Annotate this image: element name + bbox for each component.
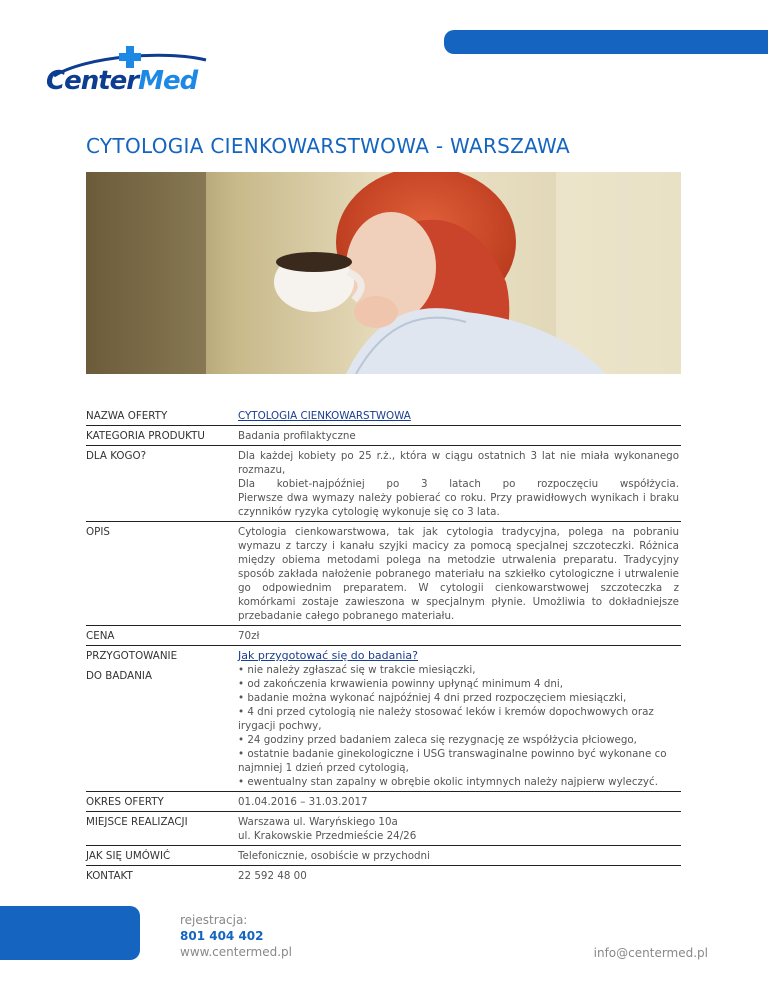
list-item: • badanie można wykonać najpóźniej 4 dni przed rozpoczęciem miesiączki, xyxy=(238,692,627,704)
value-dla-kogo-1: Dla każdej kobiety po 25 r.ż., która w ciągu ostatnich 3 lat nie miała wykonanego rozmazu, xyxy=(238,450,679,476)
list-item: • 4 dni przed cytologią nie należy stosować leków i kremów dopochwowych oraz irygacji pochwy, xyxy=(238,706,654,732)
value-miejsce-1: Warszawa ul. Waryńskiego 10a xyxy=(238,816,398,828)
label-miejsce: MIEJSCE REALIZACJI xyxy=(86,812,228,846)
label-okres: OKRES OFERTY xyxy=(86,792,228,812)
value-miejsce-2: ul. Krakowskie Przedmieście 24/26 xyxy=(238,830,417,842)
footer-accent-bar xyxy=(0,906,140,960)
registration-label: rejestracja: xyxy=(180,913,248,927)
label-umowic: JAK SIĘ UMÓWIĆ xyxy=(86,846,228,866)
logo-text-center: Center xyxy=(46,66,139,96)
woman-drinking-coffee-image xyxy=(86,172,681,374)
offer-name-link[interactable]: CYTOLOGIA CIENKOWARSTWOWA xyxy=(238,410,411,422)
registration-phone[interactable]: 801 404 402 xyxy=(180,929,264,943)
row-umowic xyxy=(86,846,681,866)
row-kategoria xyxy=(86,426,681,446)
list-item: • 24 godziny przed badaniem zaleca się rezygnację ze współżycia płciowego, xyxy=(238,734,637,746)
offer-details-table xyxy=(86,406,681,885)
row-przygotowanie xyxy=(86,646,681,792)
hero-photo xyxy=(86,172,681,374)
label-opis: OPIS xyxy=(86,522,228,626)
label-dla-kogo: DLA KOGO? xyxy=(86,446,228,522)
label-przygotowanie-2: DO BADANIA xyxy=(86,670,152,682)
label-kategoria: KATEGORIA PRODUKTU xyxy=(86,426,228,446)
value-dla-kogo-2: Dla kobiet-najpóźniej po 3 latach po rozpoczęciu współżycia. xyxy=(238,478,679,490)
value-dla-kogo-3: Pierwsze dwa wymazy należy pobierać co roku. Przy prawidłowych wynikach i braku czynników ryzyka cytologię wykonuje się co 3 lata. xyxy=(238,492,679,518)
list-item: • nie należy zgłaszać się w trakcie miesiączki, xyxy=(238,664,476,676)
value-opis: Cytologia cienkowarstwowa, tak jak cytologia tradycyjna, polega na pobraniu wymazu z tarczy i kanału szyjki macicy za pomocą specjalnej szczoteczki. Różnica między obiema metodami polega na metodzie utrwalenia preparatu. Tradycyjny sposób zakłada nałożenie pobranego materiału na szkiełko cytologiczne i utrwalenie go odpowiednim preparatem. W cytologii cienkowarstwowej szczoteczka z komórkami zostaje zawieszona w specjalnym płynie. Umożliwia to dokładniejsze przebadanie całego pobranego materiału. xyxy=(228,522,681,626)
logo-text-med: Med xyxy=(138,66,198,96)
label-kontakt: KONTAKT xyxy=(86,870,133,882)
row-cena xyxy=(86,626,681,646)
label-przygotowanie-1: PRZYGOTOWANIE xyxy=(86,650,178,662)
label-cena: CENA xyxy=(86,626,228,646)
list-item: • ostatnie badanie ginekologiczne i USG transwaginalne powinno być wykonane co najmniej 1 dzień przed cytologią, xyxy=(238,748,667,774)
value-umowic: Telefonicznie, osobiście w przychodni xyxy=(228,846,681,866)
email-link[interactable]: info@centermed.pl xyxy=(593,946,708,960)
page-title: CYTOLOGIA CIENKOWARSTWOWA - WARSZAWA xyxy=(86,134,571,158)
value-kategoria: Badania profilaktyczne xyxy=(228,426,681,446)
row-nazwa xyxy=(86,406,681,426)
value-kontakt: 22 592 48 00 xyxy=(238,870,307,882)
website-link[interactable]: www.centermed.pl xyxy=(180,945,293,959)
preparation-heading: Jak przygotować się do badania? xyxy=(238,649,418,662)
list-item: • ewentualny stan zapalny w obrębie okolic intymnych należy najpierw wyleczyć. xyxy=(238,776,658,788)
logo-wordmark xyxy=(46,66,197,96)
label-nazwa-oferty: NAZWA OFERTY xyxy=(86,406,228,426)
preparation-list xyxy=(238,663,679,789)
row-kontakt xyxy=(86,866,681,886)
header-accent-bar xyxy=(444,30,768,54)
value-okres: 01.04.2016 – 31.03.2017 xyxy=(228,792,681,812)
row-dla-kogo xyxy=(86,446,681,522)
footer-registration xyxy=(180,912,292,960)
value-cena: 70zł xyxy=(228,626,681,646)
row-miejsce xyxy=(86,812,681,846)
row-opis xyxy=(86,522,681,626)
list-item: • od zakończenia krwawienia powinny upłynąć minimum 4 dni, xyxy=(238,678,564,690)
centermed-logo xyxy=(46,46,226,110)
row-okres xyxy=(86,792,681,812)
